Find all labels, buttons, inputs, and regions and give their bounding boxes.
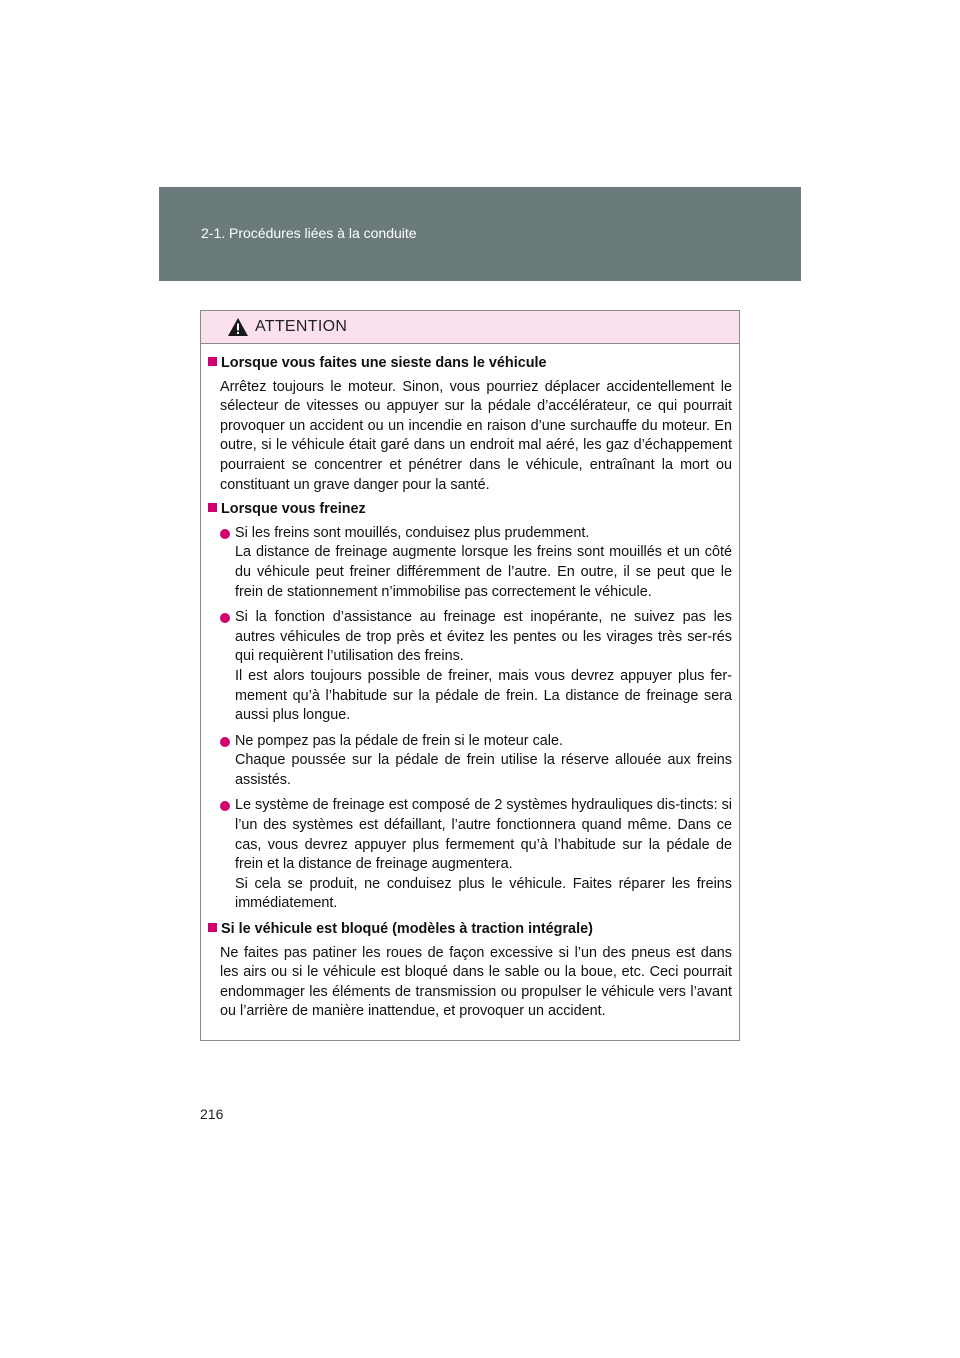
list-item <box>208 796 732 914</box>
round-bullet-icon <box>220 529 230 539</box>
warning-content <box>201 344 739 1022</box>
square-bullet-icon <box>208 503 217 512</box>
section-title: 2-1. Procédures liées à la conduite <box>201 225 417 241</box>
round-bullet-icon <box>220 801 230 811</box>
bullet-text: La distance de freinage augmente lorsque les freins sont mouillés et un côté du véhicule peut freiner différemment de l’autre. En outre, il se peut que le frein de stationnement n’immobilise pas correctement le véhicule. <box>235 544 732 600</box>
section-vehicule-bloque <box>208 920 732 1022</box>
round-bullet-icon <box>220 613 230 623</box>
bullet-text: Si cela se produit, ne conduisez plus le véhicule. Faites réparer les freins immédiatement. <box>235 875 732 912</box>
list-item <box>208 524 732 602</box>
section-paragraph: Arrêtez toujours le moteur. Sinon, vous pourriez déplacer accidentellement le sélecteur de vitesses ou appuyer sur la pédale d’accélérateur, ce qui pourrait provoquer un accident ou un incendie en raison d’une surchauffe du moteur. En outre, si le véhicule était garé dans un endroit mal aéré, les gaz d’échappement pourraient se concentrer et pénétrer dans le véhicule, entraînant la mort ou constituant un grave danger pour la santé. <box>220 378 732 493</box>
bullet-lead: Si les freins sont mouillés, conduisez plus prudemment. <box>235 524 590 541</box>
warning-triangle-icon <box>227 317 249 337</box>
bullet-lead: Si la fonction d’assistance au freinage est inopérante, ne suivez pas les autres véhicules de trop près et évitez les pentes ou les virages très ser-rés qui requièrent l’utilisation des freins. <box>235 609 732 665</box>
page-number: 216 <box>200 1106 224 1122</box>
square-bullet-icon <box>208 923 217 932</box>
bullet-lead: Le système de freinage est composé de 2 systèmes hydrauliques dis-tincts: si l’un des systèmes est défaillant, l’autre fonctionnera quand même. Dans ce cas, vous devrez appuyer plus fermement qu’à l’habitude sur la pédale de frein et la distance de freinage augmentera. <box>235 797 732 873</box>
section-header-band <box>159 187 801 281</box>
round-bullet-icon <box>220 737 230 747</box>
list-item <box>208 732 732 791</box>
bullet-lead: Ne pompez pas la pédale de frein si le moteur cale. <box>235 732 563 749</box>
section-freinage <box>208 500 732 914</box>
section-heading-text: Si le véhicule est bloqué (modèles à traction intégrale) <box>221 921 593 938</box>
bullet-text: Chaque poussée sur la pédale de frein utilise la réserve allouée aux freins assistés. <box>235 752 732 788</box>
square-bullet-icon <box>208 357 217 366</box>
warning-box <box>200 310 740 1041</box>
section-heading <box>208 354 732 374</box>
section-heading <box>208 920 732 940</box>
section-heading <box>208 500 732 520</box>
section-paragraph: Ne faites pas patiner les roues de façon excessive si l’un des pneus est dans les airs ou si le véhicule est bloqué dans le sable ou la boue, etc. Ceci pourrait endommager les éléments de transmission ou propulser le véhicule vers l’avant ou l’arrière de manière inattendue, et provoquer un accident. <box>220 944 732 1020</box>
list-item <box>208 608 732 726</box>
section-heading-text: Lorsque vous freinez <box>221 501 366 518</box>
warning-title: ATTENTION <box>255 318 348 335</box>
bullet-text: Il est alors toujours possible de freiner, mais vous devrez appuyer plus fer-mement qu’à l’habitude sur la pédale de frein. La distance de freinage sera aussi plus longue. <box>235 667 732 724</box>
section-heading-text: Lorsque vous faites une sieste dans le véhicule <box>221 355 547 371</box>
warning-header <box>201 311 739 344</box>
section-sieste <box>208 354 732 495</box>
